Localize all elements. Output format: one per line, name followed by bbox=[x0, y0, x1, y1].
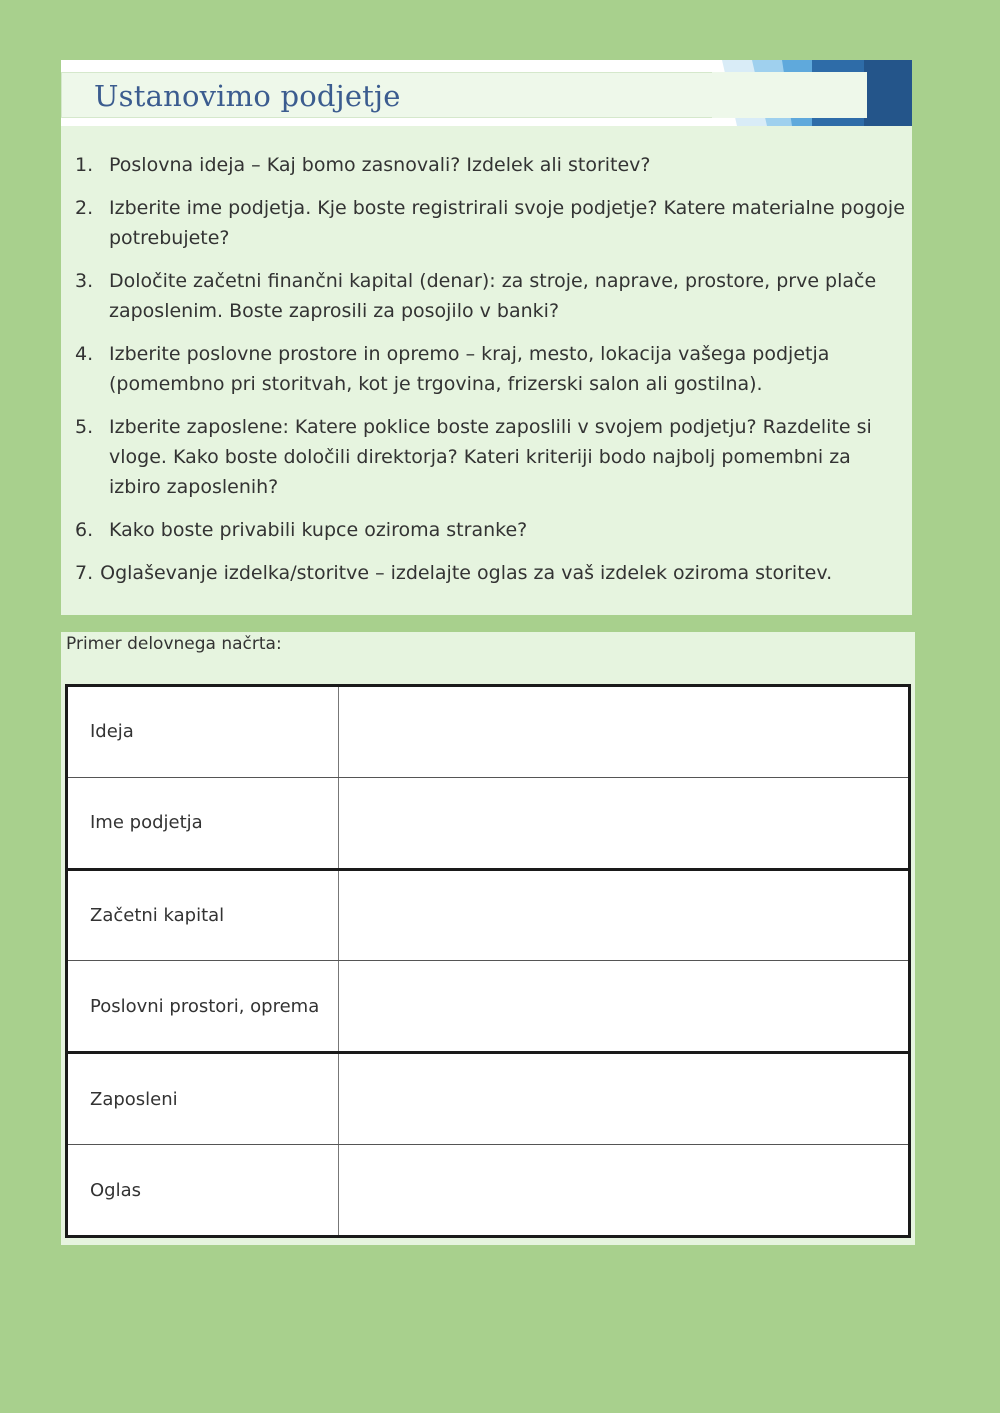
step-number: 5. bbox=[75, 416, 94, 438]
work-plan-panel bbox=[61, 632, 915, 1245]
row-input-zaposleni[interactable] bbox=[339, 1053, 910, 1145]
instructions-panel bbox=[61, 60, 912, 615]
step-text: Kako boste privabili kupce oziroma stranke? bbox=[109, 519, 528, 541]
table-row bbox=[67, 1145, 910, 1237]
step-text: Oglaševanje izdelka/storitve – izdelajte oglas za vaš izdelek oziroma storitev. bbox=[100, 562, 833, 584]
table-row bbox=[67, 777, 910, 869]
list-item bbox=[75, 150, 905, 180]
step-text: Poslovna ideja – Kaj bomo zasnovali? Izdelek ali storitev? bbox=[109, 154, 651, 176]
step-text: Izberite ime podjetja. Kje boste registrirali svoje podjetje? Katere materialne pogoje potrebujete? bbox=[109, 197, 905, 249]
title-bar bbox=[61, 60, 912, 126]
row-label-zaposleni: Zaposleni bbox=[67, 1053, 339, 1145]
step-text: Izberite zaposlene: Katere poklice boste zaposlili v svojem podjetju? Razdelite si vloge. Kako boste določili direktorja? Kateri kriteriji bodo najbolj pomembni za izbiro zaposlenih? bbox=[109, 416, 872, 498]
list-item bbox=[75, 558, 905, 588]
table-row bbox=[67, 961, 910, 1053]
row-label-zacetni-kapital: Začetni kapital bbox=[67, 869, 339, 961]
decorative-stripes-icon bbox=[712, 60, 912, 126]
table-row bbox=[67, 1053, 910, 1145]
step-number: 7. bbox=[75, 562, 94, 584]
list-item bbox=[75, 515, 905, 545]
table-row bbox=[67, 686, 910, 778]
row-input-zacetni-kapital[interactable] bbox=[339, 869, 910, 961]
row-input-oglas[interactable] bbox=[339, 1145, 910, 1237]
step-number: 2. bbox=[75, 197, 94, 219]
row-label-ime-podjetja: Ime podjetja bbox=[67, 777, 339, 869]
work-plan-table bbox=[65, 684, 911, 1238]
page-title: Ustanovimo podjetje bbox=[94, 79, 401, 113]
step-number: 3. bbox=[75, 270, 94, 292]
step-number: 4. bbox=[75, 343, 94, 365]
list-item bbox=[75, 412, 905, 502]
step-text: Določite začetni finančni kapital (denar): za stroje, naprave, prostore, prve plače zaposlenim. Boste zaprosili za posojilo v banki? bbox=[109, 270, 877, 322]
list-item bbox=[75, 339, 905, 399]
row-label-ideja: Ideja bbox=[67, 686, 339, 778]
step-number: 6. bbox=[75, 519, 94, 541]
row-label-oglas: Oglas bbox=[67, 1145, 339, 1237]
row-input-ime-podjetja[interactable] bbox=[339, 777, 910, 869]
list-item bbox=[75, 266, 905, 326]
step-text: Izberite poslovne prostore in opremo – kraj, mesto, lokacija vašega podjetja (pomembno pri storitvah, kot je trgovina, frizerski salon ali gostilna). bbox=[109, 343, 830, 395]
row-input-poslovni-prostori[interactable] bbox=[339, 961, 910, 1053]
step-number: 1. bbox=[75, 154, 94, 176]
steps-list bbox=[75, 150, 905, 601]
table-row bbox=[67, 869, 910, 961]
row-label-poslovni-prostori: Poslovni prostori, oprema bbox=[67, 961, 339, 1053]
list-item bbox=[75, 193, 905, 253]
work-plan-label: Primer delovnega načrta: bbox=[66, 634, 282, 654]
row-input-ideja[interactable] bbox=[339, 686, 910, 778]
